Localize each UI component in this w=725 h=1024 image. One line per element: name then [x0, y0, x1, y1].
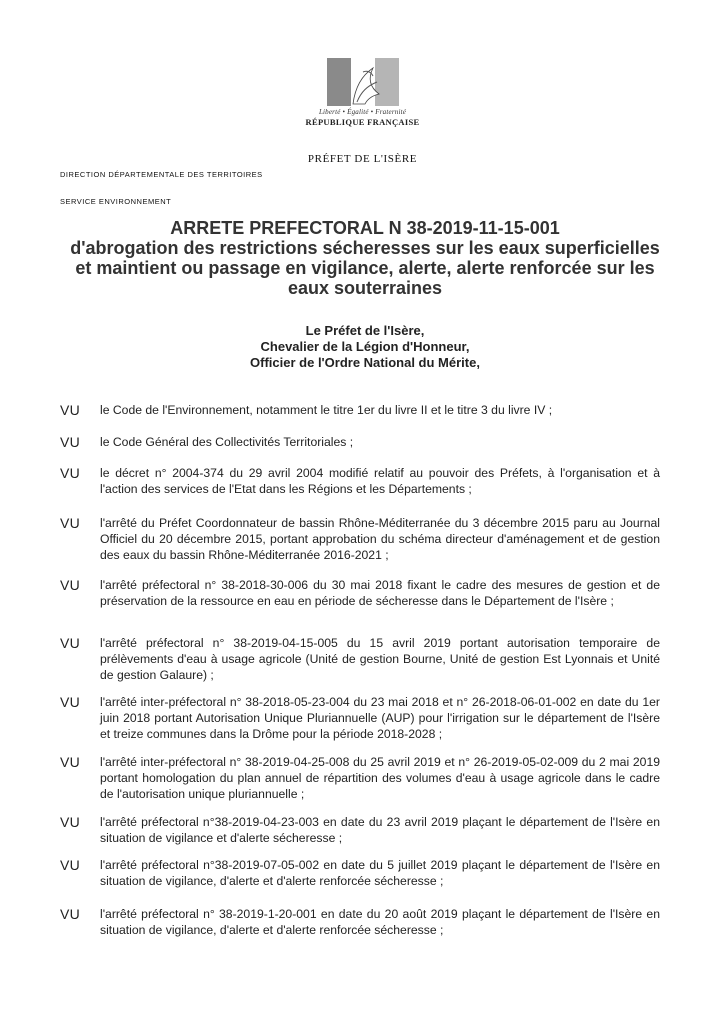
prefet-qualifications	[60, 323, 670, 371]
vu-text: l'arrêté préfectoral n° 38-2019-1-20-001 en date du 20 août 2019 plaçant le département de l'Isère en situation de vigilance, d'alerte et d'alerte renforcée sécheresse ;	[100, 907, 660, 937]
prefet-qual-line: Chevalier de la Légion d'Honneur,	[260, 339, 470, 354]
vu-text: l'arrêté du Préfet Coordonnateur de bassin Rhône-Méditerranée du 3 décembre 2015 paru au Journal Officiel du 20 décembre 2015, portant approbation du schéma directeur d'aménagement et de gestion des eaux du bassin Rhône-Méditerranée 2016-2021 ;	[100, 516, 660, 562]
vu-text: le décret n° 2004-374 du 29 avril 2004 modifié relatif au pouvoir des Préfets, à l'organisation et à l'action des services de l'Etat dans les Régions et les Départements ;	[100, 466, 660, 496]
arrete-subject: d'abrogation des restrictions sécheresses sur les eaux superficielles et maintient ou passage en vigilance, alerte, alerte renforcée sur les eaux souterraines	[70, 238, 660, 298]
vu-text: l'arrêté préfectoral n° 38-2019-04-15-005 du 15 avril 2019 portant autorisation temporaire de prélèvements d'eau à usage agricole (Unité de gestion Bourne, Unité de gestion Est Lyonnais et Unité de gestion Galaure) ;	[100, 636, 660, 682]
vu-text: l'arrêté préfectoral n°38-2019-04-23-003 en date du 23 avril 2019 plaçant le département de l'Isère en situation de vigilance et d'alerte sécheresse ;	[100, 815, 660, 845]
vu-tag: VU	[60, 465, 81, 481]
vu-tag: VU	[60, 402, 81, 418]
direction-label: DIRECTION DÉPARTEMENTALE DES TERRITOIRES	[60, 170, 263, 179]
prefet-qual-line: Officier de l'Ordre National du Mérite,	[250, 355, 480, 370]
republic-name: RÉPUBLIQUE FRANÇAISE	[305, 117, 420, 127]
vu-text: le Code de l'Environnement, notamment le titre 1er du livre II et le titre 3 du livre IV ;	[100, 403, 553, 417]
arrete-title	[60, 218, 670, 298]
vu-tag: VU	[60, 515, 81, 531]
vu-tag: VU	[60, 906, 81, 922]
vu-tag: VU	[60, 857, 81, 873]
vu-tag: VU	[60, 814, 81, 830]
vu-text: l'arrêté inter-préfectoral n° 38-2018-05-23-004 du 23 mai 2018 et n° 26-2018-06-01-002 en date du 1er juin 2018 portant Autorisation Unique Pluriannuelle (AUP) pour l'irrigation sur le département de l'Isère et treize communes dans la Drôme pour la période 2018-2028 ;	[100, 695, 660, 741]
vu-text: l'arrêté préfectoral n°38-2019-07-05-002 en date du 5 juillet 2019 plaçant le département de l'Isère en situation de vigilance, d'alerte et d'alerte renforcée sécheresse ;	[100, 858, 660, 888]
republic-logo	[300, 58, 425, 127]
vu-tag: VU	[60, 434, 81, 450]
vu-text: le Code Général des Collectivités Territoriales ;	[100, 435, 354, 449]
republic-motto: Liberté • Égalité • Fraternité	[318, 108, 407, 116]
vu-tag: VU	[60, 577, 81, 593]
marianne-flag-icon	[327, 58, 399, 106]
service-label: SERVICE ENVIRONNEMENT	[60, 197, 172, 206]
vu-text: l'arrêté inter-préfectoral n° 38-2019-04-25-008 du 25 avril 2019 et n° 26-2019-05-02-009 du 2 mai 2019 portant homologation du plan annuel de répartition des volumes d'eau à usage agricole dans le cadre de l'autorisation unique pluriannuelle ;	[100, 755, 660, 801]
prefet-qual-line: Le Préfet de l'Isère,	[305, 323, 425, 338]
vu-tag: VU	[60, 635, 81, 651]
prefet-heading: PRÉFET DE L'ISÈRE	[307, 153, 418, 165]
vu-tag: VU	[60, 694, 81, 710]
vu-tag: VU	[60, 754, 81, 770]
vu-text: l'arrêté préfectoral n° 38-2018-30-006 du 30 mai 2018 fixant le cadre des mesures de gestion et de préservation de la ressource en eau en période de sécheresse dans le Département de l'Isère ;	[100, 578, 660, 608]
arrete-number: ARRETE PREFECTORAL N 38-2019-11-15-001	[170, 218, 560, 238]
